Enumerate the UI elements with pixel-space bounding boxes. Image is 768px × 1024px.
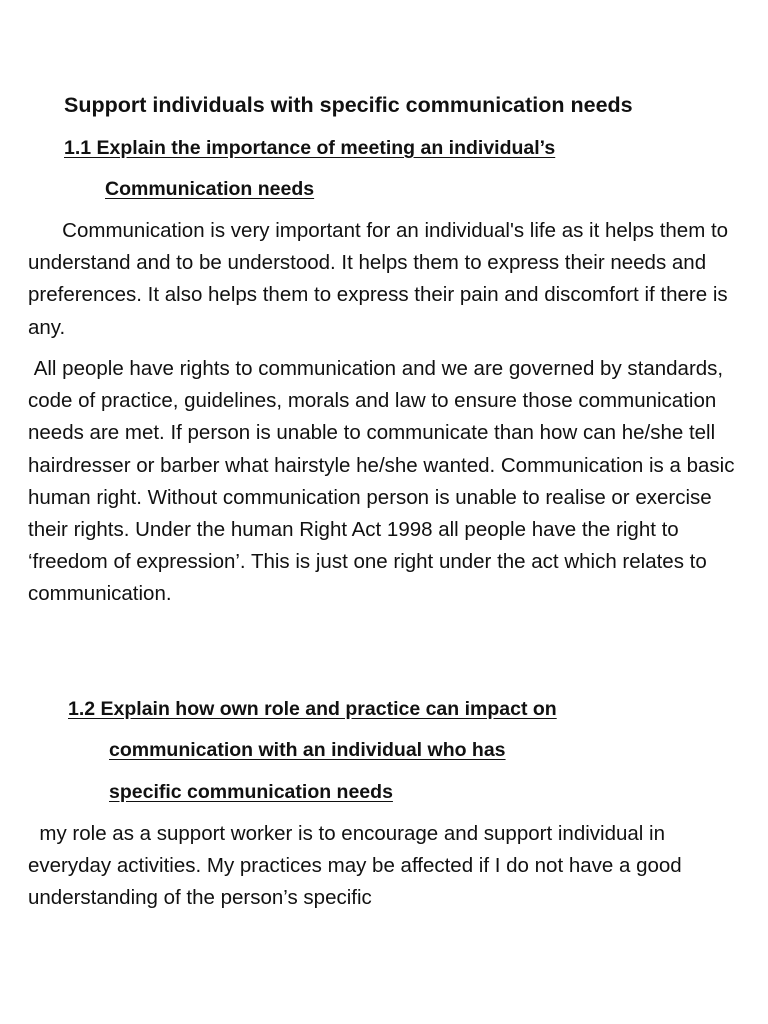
section-1-paragraph-2: All people have rights to communication and we are governed by standards, code of practice, guidelines, morals and law to ensure those communication needs are met. If person is unable to communicate than how can he/she tell hairdresser or barber what hairstyle he/she wanted. Communication is a basic human right. Without communication person is unable to realise or exercise their rights. Under the human Right Act 1998 all people have the right to ‘freedom of expression’. This is just one right under the act which relates to communication. [28, 357, 735, 606]
section-1-heading-line-2: Communication needs [105, 178, 315, 200]
section-2-heading-line-3: specific communication needs [109, 781, 393, 803]
section-1-heading-line-1: 1.1 Explain the importance of meeting an individual’s [64, 137, 556, 159]
section-2-heading-line-2: communication with an individual who has [109, 739, 506, 761]
document-title: Support individuals with specific communication needs [64, 93, 633, 117]
section-2-paragraph-1: my role as a support worker is to encourage and support individual in everyday activities. My practices may be affected if I do not have a good understanding of the person’s specific [28, 822, 682, 910]
section-1-paragraph-1: Communication is very important for an individual's life as it helps them to understand and to be understood. It helps them to express their needs and preferences. It also helps them to express their pain and discomfort if there is any. [28, 219, 729, 339]
section-2-heading-line-1: 1.2 Explain how own role and practice can impact on [68, 698, 557, 720]
